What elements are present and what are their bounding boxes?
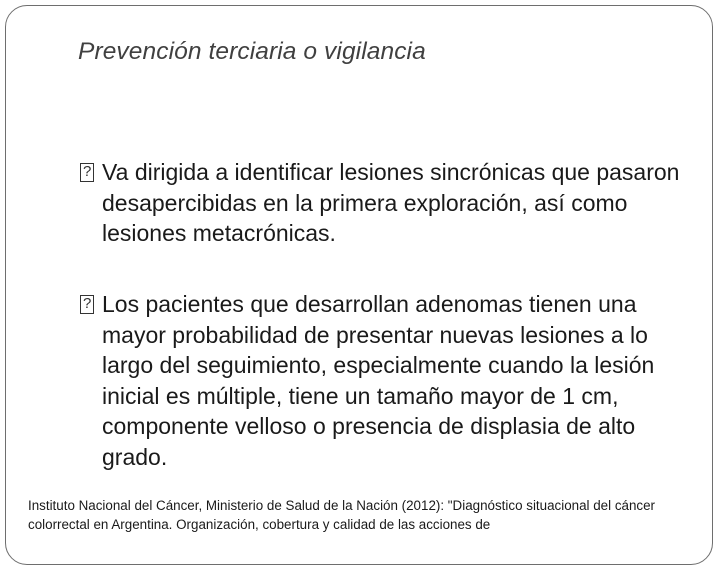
slide-title: Prevención terciaria o vigilancia (78, 38, 426, 65)
bullet-item (80, 289, 700, 472)
bullet-text: Va dirigida a identificar lesiones sincrónicas que pasaron desapercibidas en la primera exploración, así como lesiones metacrónicas. (102, 159, 680, 246)
slide-frame (5, 5, 713, 565)
bullet-marker-icon (80, 163, 94, 182)
bullet-text: Los pacientes que desarrollan adenomas tienen una mayor probabilidad de presentar nuevas lesiones a lo largo del seguimiento, especialmente cuando la lesión inicial es múltiple, tiene un tamaño mayor de 1 cm, componente velloso o presencia de displasia de alto grado. (102, 291, 655, 470)
bullet-item (80, 157, 700, 249)
footer-citation: Instituto Nacional del Cáncer, Ministerio de Salud de la Nación (2012): "Diagnóstico situacional del cáncer colorrectal en Argentina. Organización, cobertura y calidad de las acciones de (28, 497, 708, 534)
bullet-marker-icon (80, 295, 94, 314)
